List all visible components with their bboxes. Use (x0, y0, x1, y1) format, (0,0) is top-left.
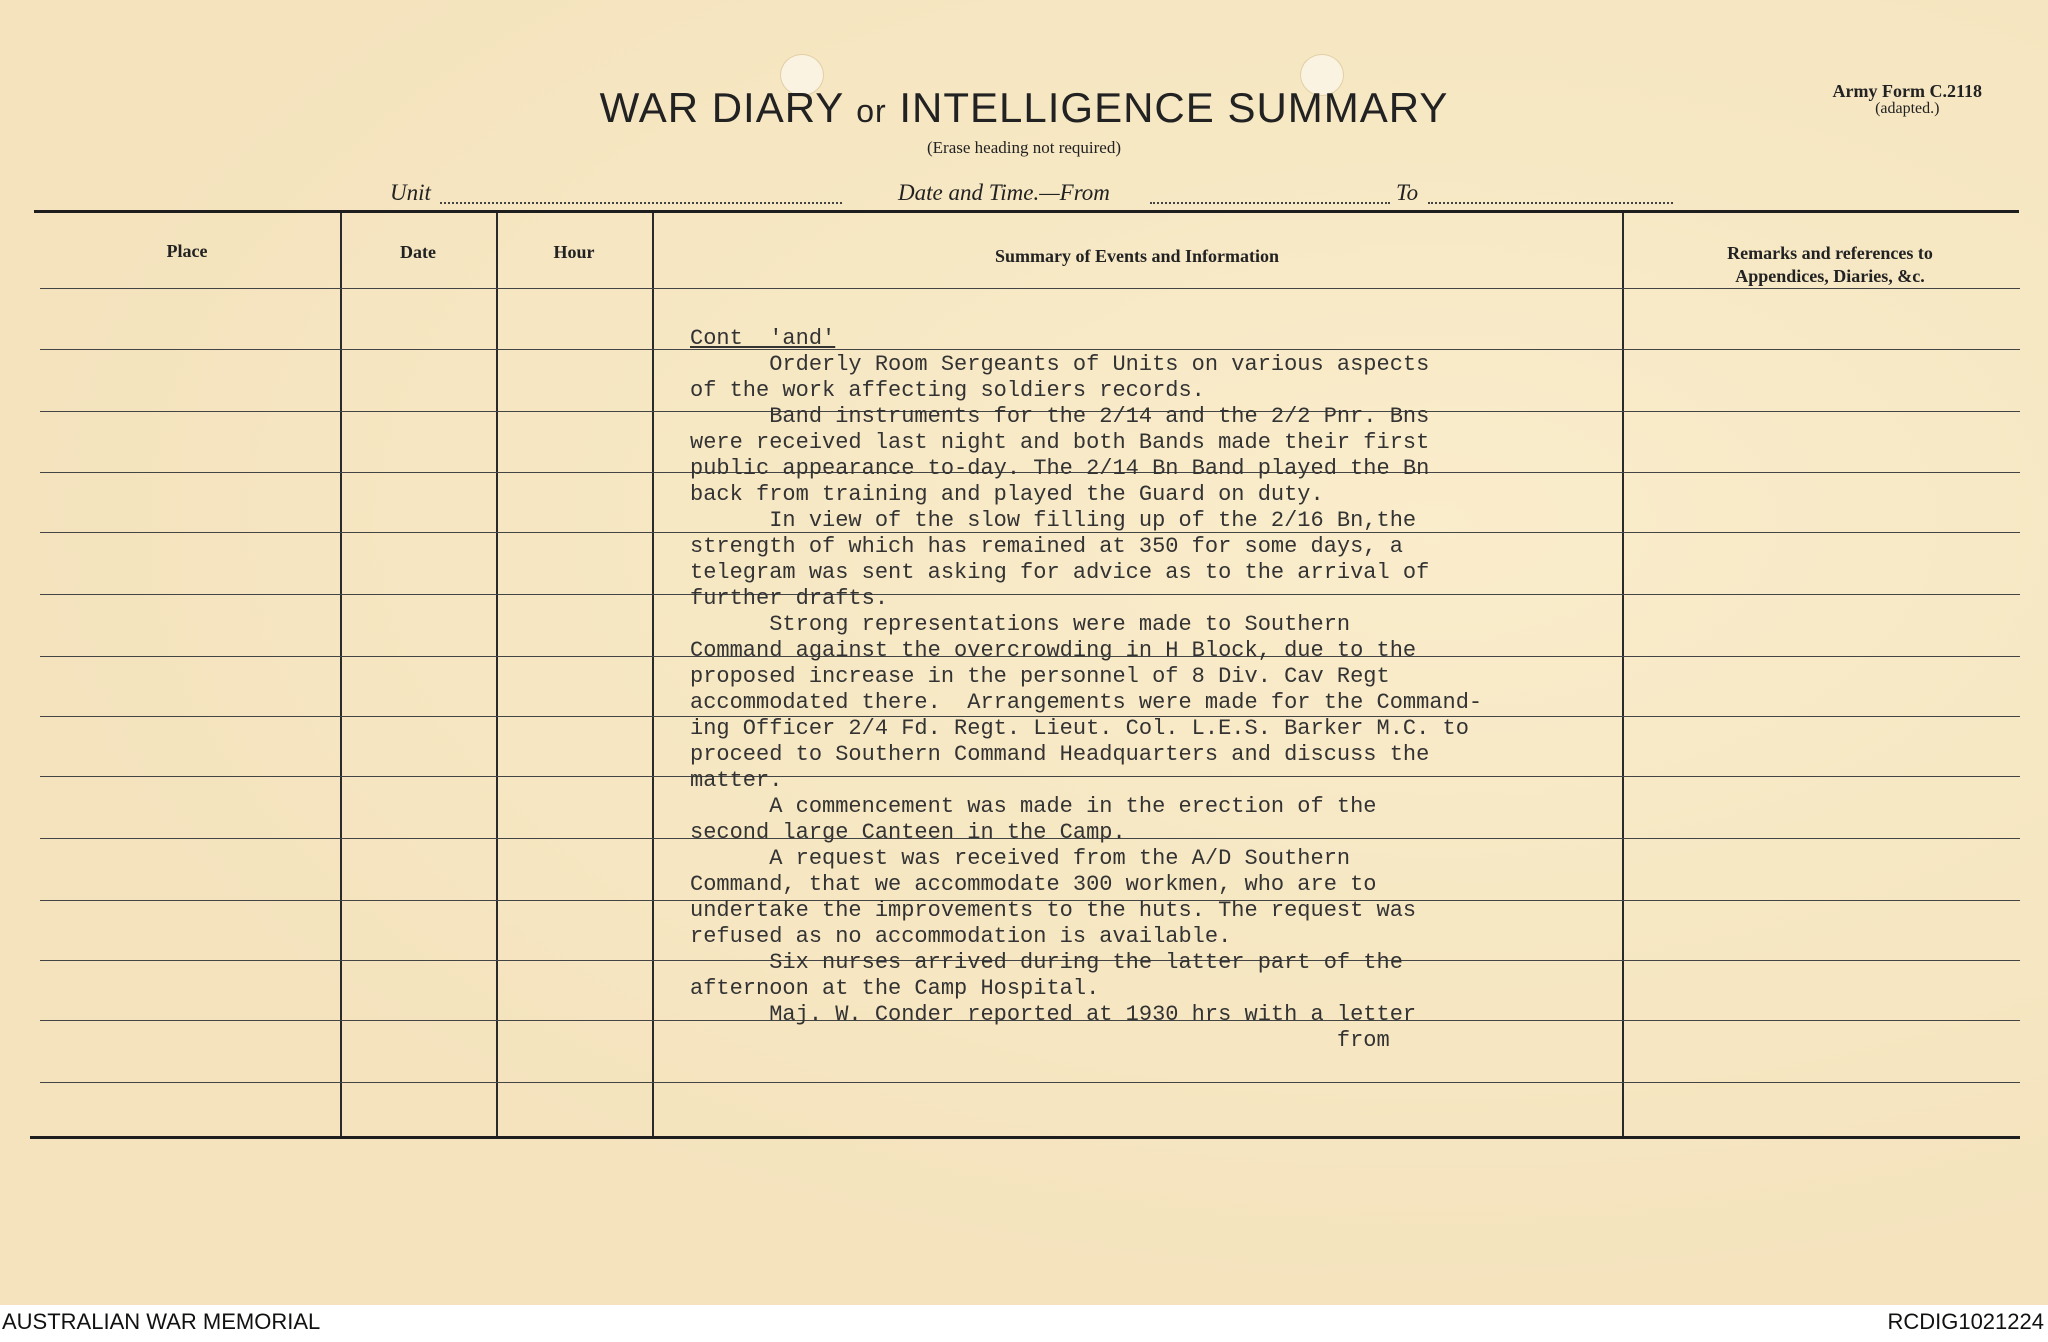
entry-line: back from training and played the Guard on duty. (690, 482, 1324, 507)
column-divider (340, 213, 342, 1136)
column-header-summary: Summary of Events and Information (994, 246, 1280, 266)
footer-record-id: RCDIG1021224 (1887, 1309, 2044, 1334)
entry-line: were received last night and both Bands made their first (690, 430, 1430, 455)
title-part-1: WAR DIARY (599, 84, 844, 131)
column-divider (496, 213, 498, 1136)
entry-line: further drafts. (690, 586, 889, 611)
table-bottom-rule (30, 1136, 2020, 1139)
entry-line: A commencement was made in the erection of the (690, 794, 1377, 819)
entry-line: proceed to Southern Command Headquarters and discuss the (690, 742, 1430, 767)
entry-line: In view of the slow filling up of the 2/16 Bn,the (690, 508, 1417, 533)
entry-line: Band instruments for the 2/14 and the 2/2 Pnr. Bns (690, 404, 1430, 429)
row-rule (40, 1082, 2020, 1083)
column-header-hour: Hour (553, 242, 595, 262)
summary-entries (690, 300, 1640, 1054)
page-title (0, 81, 2048, 132)
date-from-label: Date and Time.—From (898, 180, 1110, 205)
date-to-field (1428, 202, 1673, 204)
entry-line: Command, that we accommodate 300 workmen, who are to (690, 872, 1377, 897)
entry-line: Orderly Room Sergeants of Units on various aspects (690, 352, 1430, 377)
column-divider (652, 213, 654, 1136)
entry-line: accommodated there. Arrangements were made for the Command- (690, 690, 1483, 715)
form-note: (adapted.) (1875, 99, 1940, 117)
entry-line: Command against the overcrowding in H Block, due to the (690, 638, 1417, 663)
title-or: or (856, 93, 887, 129)
entry-line: Maj. W. Conder reported at 1930 hrs with a letter (690, 1002, 1417, 1027)
entry-line: undertake the improvements to the huts. The request was (690, 898, 1417, 923)
form-reference (1833, 82, 1982, 118)
entry-line: Six nurses arrived during the latter part of the (690, 950, 1403, 975)
entry-line: proposed increase in the personnel of 8 Div. Cav Regt (690, 664, 1390, 689)
entry-line: strength of which has remained at 350 for some days, a (690, 534, 1403, 559)
row-rule (40, 288, 2020, 289)
form-number: Army Form C.2118 (1832, 81, 1982, 101)
entry-line: A request was received from the A/D Southern (690, 846, 1351, 871)
entry-line: refused as no accommodation is available. (690, 924, 1232, 949)
date-to-label: To (1396, 180, 1419, 205)
entry-line: second large Canteen in the Camp. (690, 820, 1126, 845)
page-subtitle: (Erase heading not required) (927, 138, 1121, 157)
column-header-remarks: Remarks and references to Appendices, Diaries, &c. (1727, 243, 1933, 286)
title-part-2: INTELLIGENCE SUMMARY (899, 84, 1449, 131)
entry-line: of the work affecting soldiers records. (690, 378, 1205, 403)
entry-line: from (690, 1028, 1390, 1053)
entry-line: matter. (690, 768, 783, 793)
entry-line: ing Officer 2/4 Fd. Regt. Lieut. Col. L.E.S. Barker M.C. to (690, 716, 1469, 741)
unit-field (440, 202, 842, 204)
unit-label: Unit (390, 180, 431, 205)
column-header-place: Place (166, 241, 208, 261)
footer-source: AUSTRALIAN WAR MEMORIAL (2, 1309, 321, 1334)
entry-line: Cont 'and' (690, 326, 836, 351)
column-header-date: Date (400, 242, 436, 262)
entry-line: telegram was sent asking for advice as to the arrival of (690, 560, 1430, 585)
entry-line: afternoon at the Camp Hospital. (690, 976, 1100, 1001)
entry-line: public appearance to-day. The 2/14 Bn Band played the Bn (690, 456, 1430, 481)
date-from-field (1150, 202, 1390, 204)
entry-line: Strong representations were made to Southern (690, 612, 1351, 637)
table-top-rule (34, 210, 2019, 213)
